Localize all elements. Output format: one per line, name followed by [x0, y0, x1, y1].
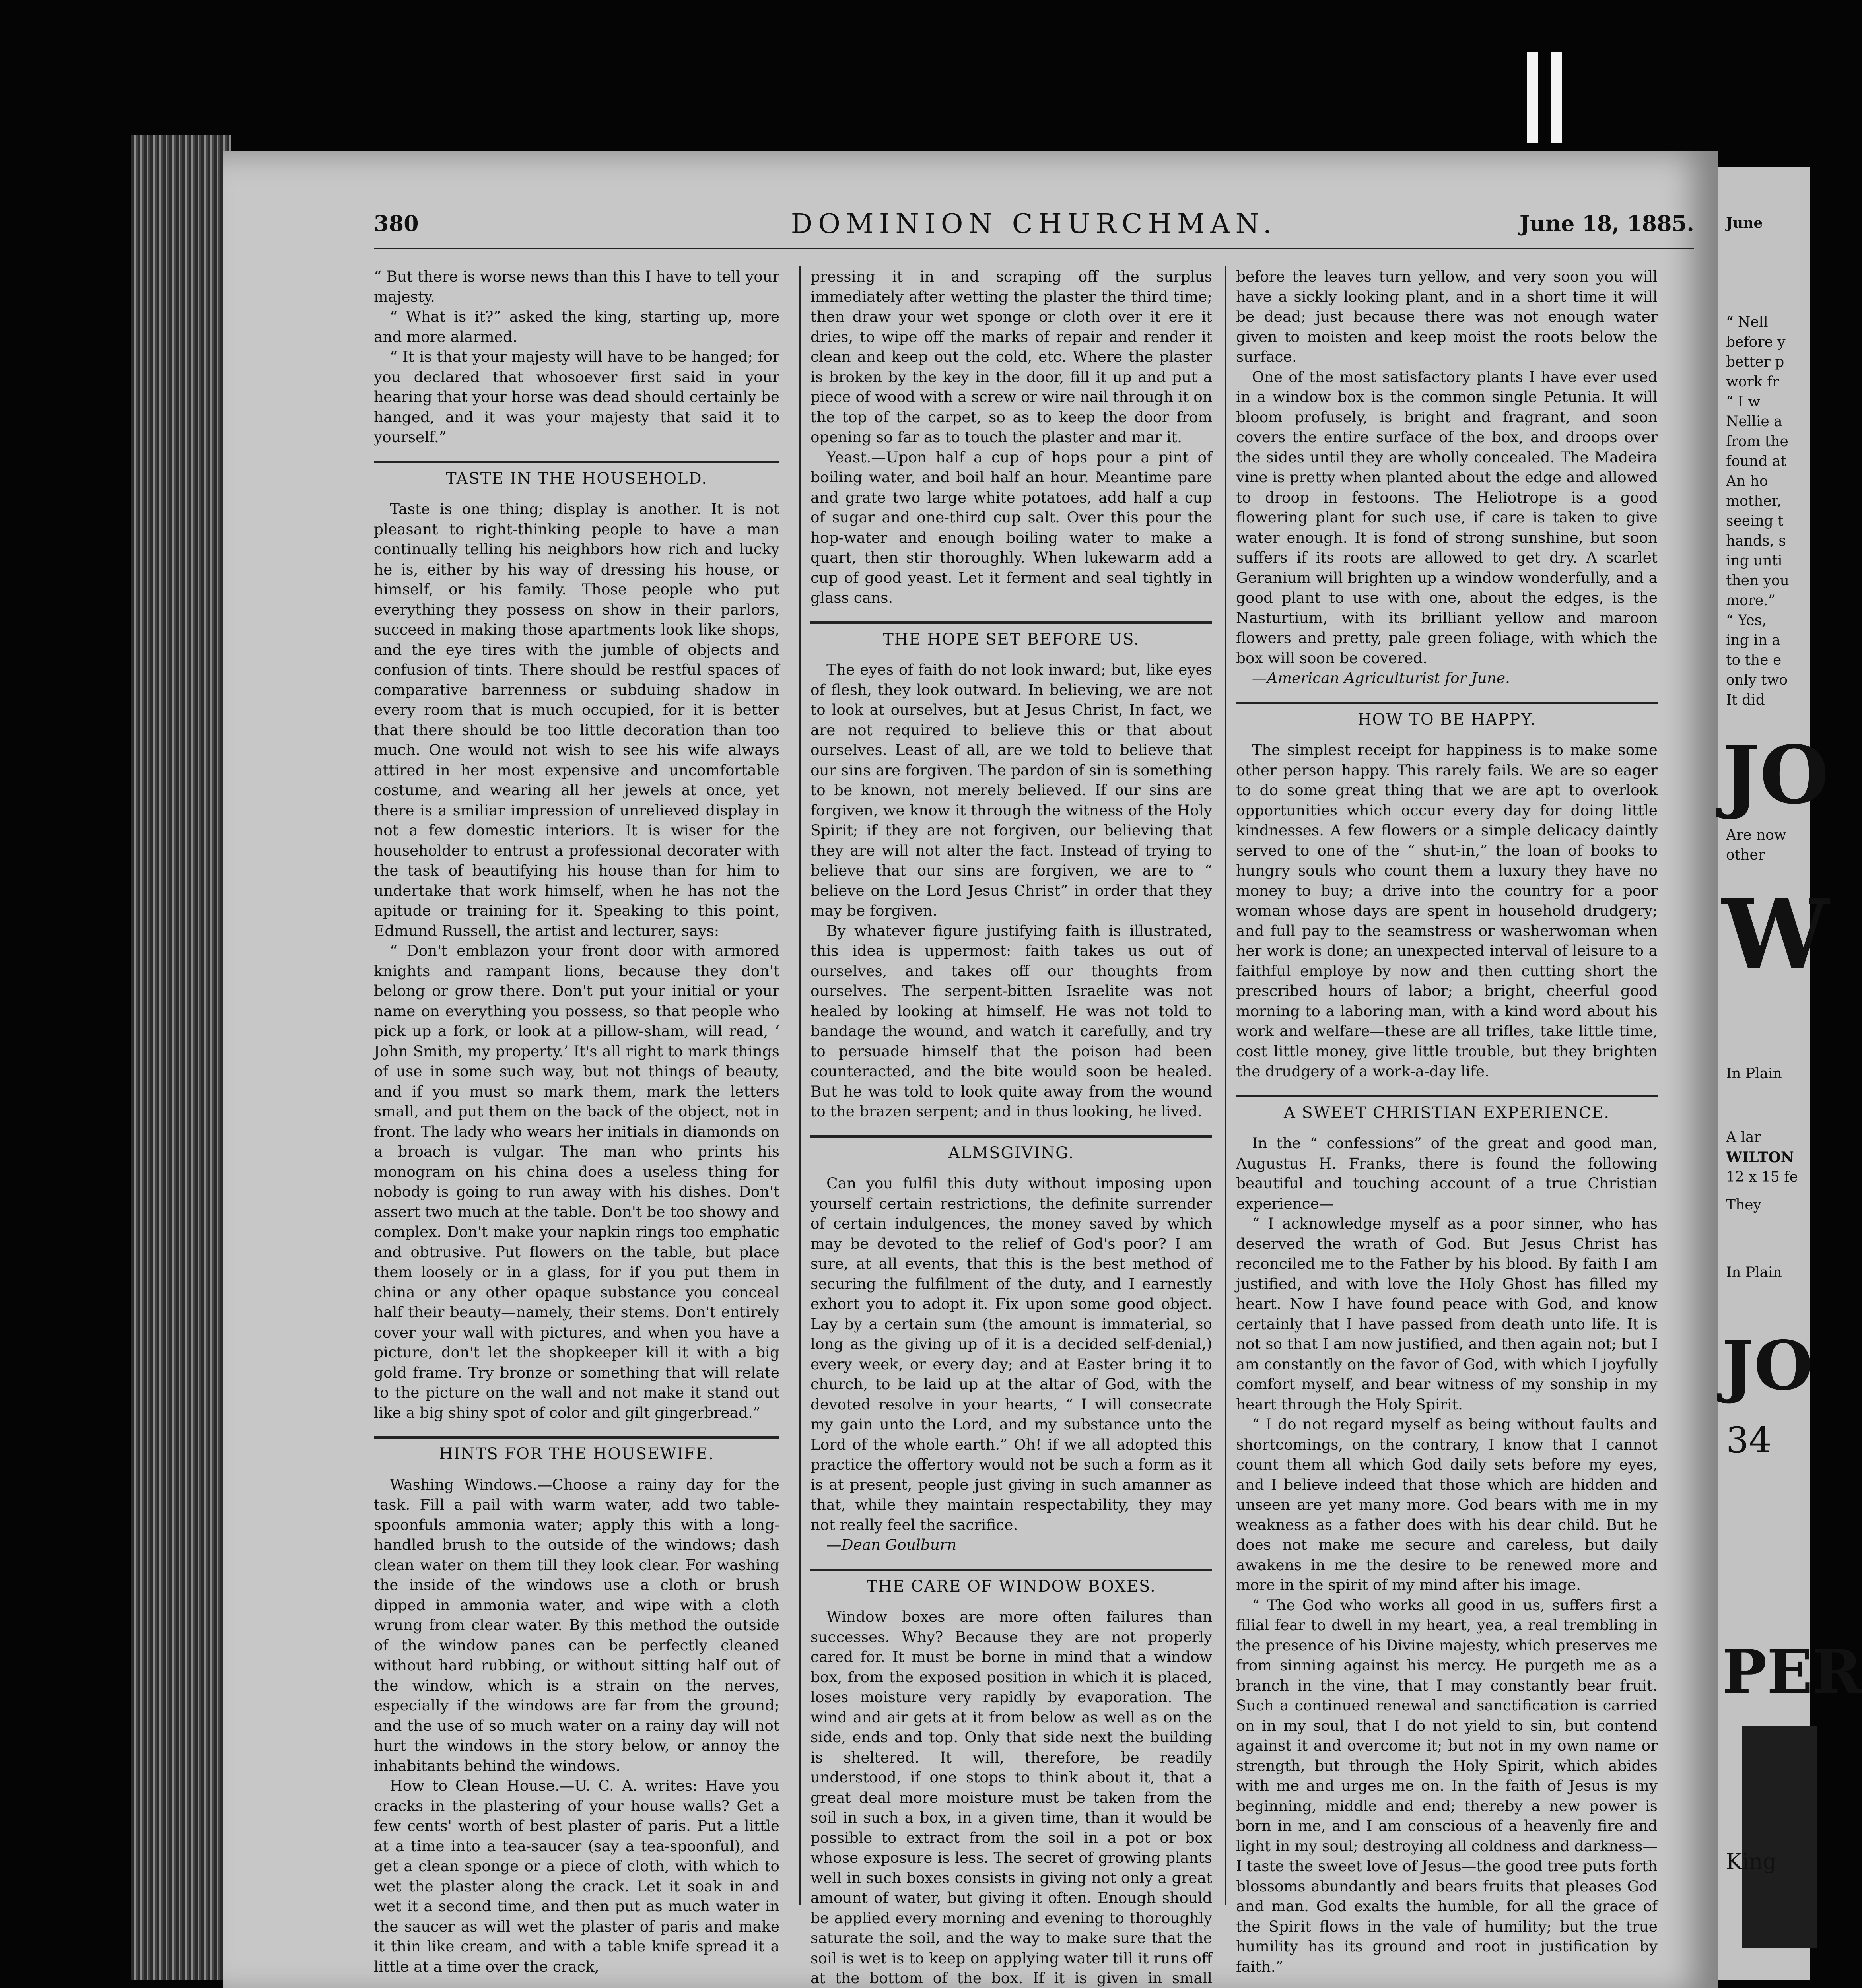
article-paragraph: In the “ confessions” of the great and good man, Augustus H. Franks, there is found the following beautiful and touching account of a true Christian experience— [1236, 1134, 1658, 1212]
article-paragraph: The eyes of faith do not look inward; but, like eyes of flesh, they look outward. In believing, we are not to look at ourselves, but at Jesus Christ, In fact, we are not required to believe this or that about ourselves. Least of all, are we told to believe that our sins are forgiven. The pardon of sin is something to be known, not merely believed. If our sins are forgiven, we know it through the witness of the Holy Spirit; if they are not forgiven, our believing that they are will not alter the fact. Instead of trying to believe that our sins are forgiven, we are to “ believe on the Lord Jesus Christ” in order that they may be forgiven. [810, 661, 1212, 919]
registration-mark [1527, 52, 1538, 143]
masthead: DOMINION CHURCHMAN. [791, 208, 1277, 240]
article-paragraph: Can you fulfil this duty without imposing upon yourself certain restrictions, the definite surrender of certain indulgences, the money saved by which may be devoted to the relief of God's poor? I am sure, at all events, that this is the best method of securing the fulfilment of the duty, and I earnestly exhort you to adopt it. Fix upon some good object. Lay by a certain sum (the amount is immaterial, so long as the giving up of it is a decided self-denial,) every week, or every day; and at Easter bring it to church, to be laid up at the altar of God, with the devoted resolve in your hearts, “ I will consecrate my gain unto the Lord, and my substance unto the Lord of the whole earth.” Oh! if we all adopted this practice the offertory would not be such a form as it is at present, people just giving in such amanner as that, while they maintain respectability, they may not really feel the sacrifice. [810, 1175, 1212, 1534]
facing-page-line: It did [1726, 692, 1765, 708]
facing-page-line: more.” [1726, 592, 1776, 609]
facing-page-line: from the [1726, 433, 1788, 450]
story-end-paragraph: “ It is that your majesty will have to be hanged; for you declared that whosoever first said in your hearing that your horse was dead should certainly be hanged, and it was your majesty that said it to yourself.” [374, 348, 779, 446]
facing-page-line: “ I w [1726, 394, 1761, 410]
facing-page-line: “ Yes, [1726, 612, 1767, 629]
facing-page-line: Are now [1726, 827, 1786, 843]
facing-page-line: mother, [1726, 493, 1782, 509]
newspaper-page [223, 151, 1718, 1988]
facing-page-line: 12 x 15 fe [1726, 1169, 1798, 1185]
article-paragraph: By whatever figure justifying faith is illustrated, this idea is uppermost: faith takes us out of ourselves, and takes off our thoughts from ourselves. The serpent-bitten Israelite was not healed by looking at himself. He was not told to bandage the wound, and watch it carefully, and try to persuade himself that the poison had been counteracted, and the bite would soon be healed. But he was told to look quite away from the wound to the brazen serpent; and in thus looking, he lived. [810, 922, 1212, 1120]
facing-page-line: only two [1726, 672, 1788, 688]
article-heading: TASTE IN THE HOUSEHOLD. [374, 461, 779, 489]
column-3 [1225, 266, 1658, 1975]
registration-mark [1551, 52, 1562, 143]
facing-page-line: hands, s [1726, 533, 1786, 549]
column-2 [799, 266, 1212, 1987]
facing-page-line: ing unti [1726, 553, 1782, 569]
article-heading: HINTS FOR THE HOUSEWIFE. [374, 1436, 779, 1464]
facing-page-line: then you [1726, 573, 1789, 589]
facing-page-line: An ho [1726, 473, 1768, 489]
article-heading: THE HOPE SET BEFORE US. [810, 621, 1212, 650]
facing-page-line: other [1726, 847, 1765, 863]
article-paragraph: “ I do not regard myself as being without faults and shortcomings, on the contrary, I know that I cannot count them all which God daily sets before my eyes, and I believe indeed that those which are hidden and unseen are yet many more. God bears with me in my weakness as a father does with his dear child. But he does not make me secure and careless, but daily awakens in me the desire to be renewed more and more in the spirit of my mind after his image. [1236, 1415, 1658, 1594]
story-end-paragraph: “ What is it?” asked the king, starting up, more and more alarmed. [374, 308, 779, 346]
article-paragraph: How to Clean House.—U. C. A. writes: Have you cracks in the plastering of your house walls? Get a few cents' worth of best plaster of paris. Put a little at a time into a tea-saucer (say a tea-spoonful), and get a clean sponge or a piece of cloth, with which to wet the plaster along the crack. Let it soak in and wet it a second time, and then put as much water in the saucer as will wet the plaster of paris and make it thin like cream, and with a table knife spread it a little at a time over the crack, [374, 1777, 779, 1975]
facing-page-line: In Plain [1726, 1066, 1782, 1082]
article-paragraph: Yeast.—Upon half a cup of hops pour a pint of boiling water, and boil half an hour. Meantime pare and grate two large white potatoes, add half a cup of sugar and one-third cup salt. Over this pour the hop-water and enough boiling water to make a quart, then stir thoroughly. When lukewarm add a cup of good yeast. Let it ferment and seal tightly in glass cans. [810, 448, 1212, 606]
story-end-paragraph: “ But there is worse news than this I have to tell your majesty. [374, 268, 779, 305]
article-heading: ALMSGIVING. [810, 1135, 1212, 1163]
facing-page-line: ing in a [1726, 632, 1780, 648]
facing-page-ad-heading: JO [1722, 1326, 1813, 1406]
article-paragraph: The simplest receipt for happiness is to make some other person happy. This rarely fails. We are so eager to do some great thing that we are apt to overlook opportunities which occur every day for doing little kindnesses. A few flowers or a simple delicacy daintly served to one of the “ shut-in,” the loan of books to hungry souls who count them a luxury they have no money to buy; a drive into the country for a poor woman whose days are spent in household drudgery; and full pay to the seamstress or washerwoman when her work is done; an unexpected interval of leisure to a faithful employe by now and then cutting short the prescribed hours of labor; a bright, cheerful good morning to a laboring man, with a kind word about his work and welfare—these are all trifles, take little time, cost little money, give little trouble, but they brighten the drudgery of a work-a-day life. [1236, 741, 1658, 1080]
article-paragraph: Window boxes are more often failures than successes. Why? Because they are not properly cared for. It must be borne in mind that a window box, from the exposed position in which it is placed, loses moisture very rapidly by evaporation. The wind and air gets at it from below as well as on the side, ends and top. Only that side next the building is sheltered. It will, therefore, be readily understood, if one stops to think about it, that a great deal more moisture must be taken from the soil in such a box, in a given time, than it would be possible to extract from the soil in a pot or box whose exposure is less. The secret of growing plants well in such boxes consists in giving not only a great amount of water, but giving it often. Enough should be applied every morning and evening to thoroughly saturate the soil, and the way to make sure that the soil is wet is to keep on applying water till it runs off at the bottom of the box. If it is given in small [810, 1608, 1212, 1987]
article-heading: THE CARE OF WINDOW BOXES. [810, 1569, 1212, 1597]
article-heading: A SWEET CHRISTIAN EXPERIENCE. [1236, 1095, 1658, 1123]
article-paragraph: “ Don't emblazon your front door with armored knights and rampant lions, because they don't belong or grow there. Don't put your initial or your name on everything you possess, so that people who pick up a fork, or look at a pillow-sham, will read, ‘ John Smith, my property.’ It's all right to mark things of use in some such way, but not things of beauty, and if you must so mark them, mark the letters small, and put them on the back of the object, not in front. The lady who wears her initials in diamonds on a broach is vulgar. The man who prints his monogram on his china does a useless thing for nobody is going to run away with his dishes. Don't assert two much at the table. Don't be too showy and complex. Don't make your napkin rings too emphatic and obtrusive. Put flowers on the table, but place them loosely or in a glass, for if you put them in china or any other opaque substance you conceal half their beauty—namely, their stems. Don't entirely cover your wall with pictures, and when you have a picture, don't let the shopkeeper kill it with a big gold frame. Try bronze or something that will relate to the picture on the wall and not make it stand out like a big shiny spot of color and gilt gingerbread.” [374, 942, 779, 1421]
facing-page-line: 34 [1726, 1419, 1772, 1461]
facing-page-engraving [1742, 1726, 1817, 1948]
article-signature: —Dean Goulburn [826, 1536, 957, 1553]
facing-page-line: found at [1726, 453, 1786, 470]
article-source: —American Agriculturist for June. [1252, 669, 1510, 687]
article-paragraph: pressing it in and scraping off the surplus immediately after wetting the plaster the third time; then draw your wet sponge or cloth over it ere it dries, to wipe off the marks of repair and render it clean and keep out the cold, etc. Where the plaster is broken by the key in the door, fill it up and put a piece of wood with a screw or wire nail through it on the top of the carpet, so as to keep the door from opening so far as to touch the plaster and mar it. [810, 268, 1212, 446]
facing-page-header: June [1726, 215, 1763, 231]
article-paragraph: before the leaves turn yellow, and very soon you will have a sickly looking plant, and in a short time it will be dead; just because there was not enough water given to moisten and keep moist the roots below the surface. [1236, 268, 1658, 365]
facing-page-line: to the e [1726, 652, 1782, 668]
facing-page-line: King [1726, 1849, 1776, 1874]
article-paragraph: “ The God who works all good in us, suffers first a filial fear to dwell in my heart, yea, a real trembling in the presence of his Divine majesty, which preserves me from sinning against his mercy. He purgeth me as a branch in the vine, that I may constantly bear fruit. Such a continued renewal and sanctification is carried on in my soul, that I do not yield to sin, but contend against it and overcome it; but not in my own name or strength, but through the Holy Spirit, which abides with me and urges me on. In the faith of Jesus is my beginning, middle and end; thereby a new power is born in me, and I am conscious of a heavenly fire and light in my soul; destroying all coldness and darkness—I taste the sweet love of Jesus—the good tree puts forth blossoms abundantly and bears fruits that pleases God and man. God exalts the humble, for all the grace of the Spirit flows in the vale of humility; but the true humility has its ground and root in justification by faith.” [1236, 1596, 1658, 1975]
facing-page-line: Nellie a [1726, 414, 1782, 430]
facing-page-ad-heading: PER [1722, 1637, 1862, 1707]
article-paragraph: Washing Windows.—Choose a rainy day for the task. Fill a pail with warm water, add two table-spoonfuls ammonia water; apply this with a long-handled brush to the outside of the windows; dash clean water on them till they look clear. For washing the inside of the windows use a cloth or brush dipped in ammonia water, and wipe with a cloth wrung from clear water. By this method the outside of the window panes can be perfectly cleaned without hard rubbing, or without sitting half out of the window, which is a strain on the nerves, especially if the windows are far from the ground; and the use of so much water on a rainy day will not hurt the windows in the story below, or annoy the inhabitants behind the windows. [374, 1475, 779, 1774]
facing-page-ad-heading: JO [1722, 728, 1829, 822]
facing-page-line: “ Nell [1726, 314, 1768, 330]
facing-page-line: seeing t [1726, 513, 1784, 529]
page-header [374, 203, 1694, 249]
facing-page-line: WILTON [1726, 1149, 1794, 1166]
facing-page-edge [1718, 167, 1862, 1980]
article-heading: HOW TO BE HAPPY. [1236, 702, 1658, 730]
article-paragraph: Taste is one thing; display is another. It is not pleasant to right-thinking people to have a man continually telling his neighbors how rich and lucky he is, either by his way of dressing his house, or himself, or his family. Those people who put everything they possess on show in their parlors, succeed in making those apartments look like shops, and the eye tires with the jumble of objects and confusion of tints. There should be restful spaces of comparative barrenness or subduing shadow in every room that is much occupied, for it is better that there should be too little decoration than too much. One would not wish to see his wife always attired in her most expensive and uncomfortable costume, and wearing all her jewels at once, yet there is a smiliar impression of unrelieved display in not a few domestic interiors. It is wiser for the householder to entrust a professional decorater with the task of beautifying his house than for him to undertake that work himself, when he has not the apitude or training for it. Speaking to this point, Edmund Russell, the artist and lecturer, says: [374, 500, 779, 940]
book-binding [131, 135, 231, 1980]
facing-page-line: before y [1726, 334, 1786, 350]
facing-page-line: In Plain [1726, 1264, 1782, 1281]
issue-date: June 18, 1885. [1519, 211, 1694, 236]
facing-page-line: better p [1726, 354, 1784, 370]
facing-page-ad-heading: W [1722, 878, 1829, 990]
page-number: 380 [374, 211, 419, 236]
article-paragraph: One of the most satisfactory plants I have ever used in a window box is the common single Petunia. It will bloom profusely, is bright and fragrant, and soon covers the entire surface of the box, and droops over the sides until they are wholly concealed. The Madeira vine is pretty when planted about the edge and allowed to droop in festoons. The Heliotrope is a good flowering plant for such use, if care is taken to give water enough. It is fond of strong sunshine, but soon suffers if its roots are allowed to get dry. A scarlet Geranium will brighten up a window wonderfully, and a good plant to use with one, about the edges, is the Nasturtium, with its brilliant yellow and maroon flowers and pretty, pale green foliage, with which the box will soon be covered. [1236, 368, 1658, 667]
facing-page-line: A lar [1726, 1129, 1761, 1145]
column-1 [374, 266, 779, 1975]
facing-page-line: work fr [1726, 374, 1779, 390]
facing-page-line: They [1726, 1197, 1761, 1213]
article-paragraph: “ I acknowledge myself as a poor sinner, who has deserved the wrath of God. But Jesus Christ has reconciled me to the Father by his blood. By faith I am justified, and with love the Holy Ghost has filled my heart. Now I have found peace with God, and know certainly that I have passed from death unto life. It is not so that I am now justified, and then again not; but I am constantly on the favor of God, with which I joyfully comfort myself, and bear witness of my sonship in my heart through the Holy Spirit. [1236, 1215, 1658, 1413]
